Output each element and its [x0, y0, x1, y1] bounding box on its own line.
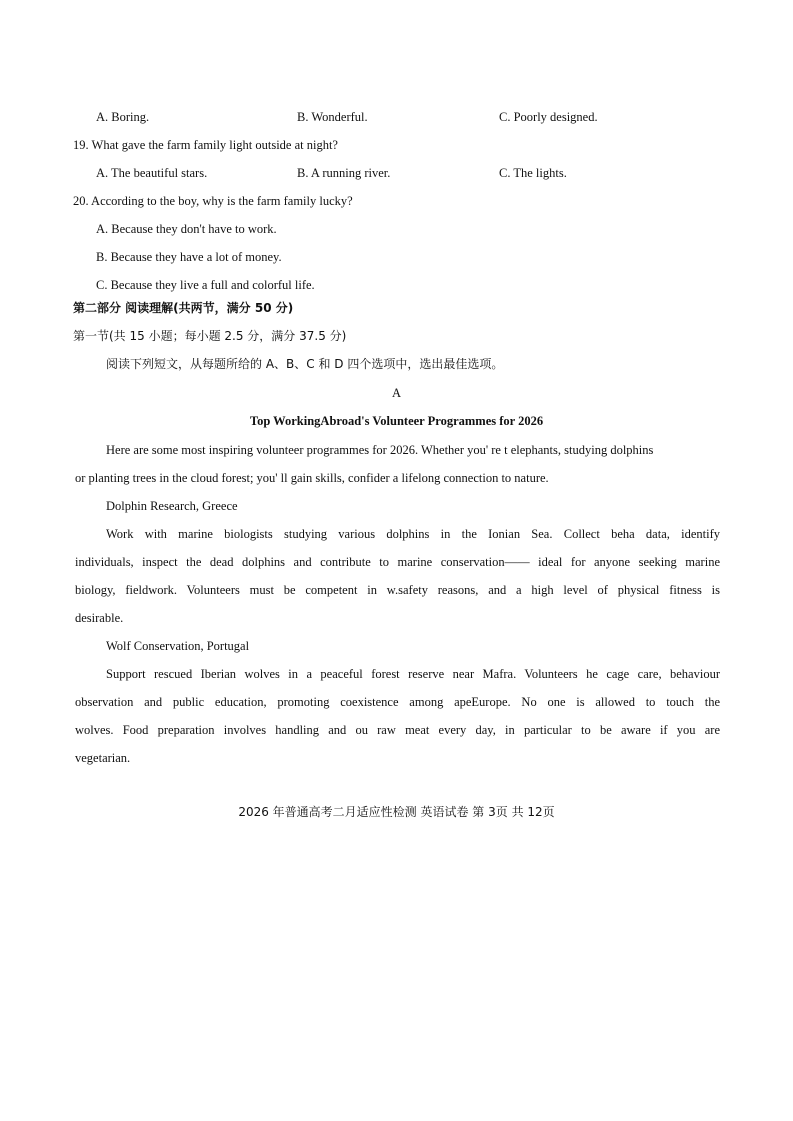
q19-stem: 19. What gave the farm family light outside at night? — [73, 138, 338, 152]
wolf-line-4: vegetarian. — [75, 751, 131, 765]
section1-heading: 第一节(共 15 小题；每小题 2.5 分，满分 37.5 分) — [73, 329, 347, 343]
wolf-line-3: wolves. Food preparation involves handling and ou raw meat every day, in particular to be aware if you are — [75, 723, 720, 737]
wolf-heading: Wolf Conservation, Portugal — [106, 639, 250, 653]
dolphin-line-3: biology, fieldwork. Volunteers must be competent in w.safety reasons, and a high level of physical fitness is — [75, 583, 720, 597]
q18-option-a: A. Boring. — [96, 110, 150, 124]
dolphin-line-1: Work with marine biologists studying various dolphins in the Ionian Sea. Collect beha data, identify — [106, 527, 720, 541]
wolf-line-2: observation and public education, promoting coexistence among apeEurope. No one is allowed to touch the — [75, 695, 720, 709]
intro-line-2: or planting trees in the cloud forest; you' ll gain skills, confider a lifelong connection to nature. — [75, 471, 549, 485]
dolphin-line-2: individuals, inspect the dead dolphins and contribute to marine conservation—— ideal for anyone seeking marine — [75, 555, 720, 569]
passage-letter: A — [391, 386, 402, 400]
q20-option-a: A. Because they don't have to work. — [96, 222, 277, 236]
q20-stem: 20. According to the boy, why is the farm family lucky? — [73, 194, 353, 208]
q18-option-b: B. Wonderful. — [297, 110, 368, 124]
instruction-text: 阅读下列短文，从每题所给的 A、B、C 和 D 四个选项中，选出最佳选项。 — [106, 357, 504, 371]
q18-option-c: C. Poorly designed. — [499, 110, 598, 124]
q20-option-c: C. Because they live a full and colorful life. — [96, 278, 315, 292]
page-footer: 2026 年普通高考二月适应性检测 英语试卷 第 3页 共 12页 — [238, 805, 555, 819]
dolphin-heading: Dolphin Research, Greece — [106, 499, 238, 513]
q19-option-a: A. The beautiful stars. — [96, 166, 208, 180]
wolf-line-1: Support rescued Iberian wolves in a peaceful forest reserve near Mafra. Volunteers he cage care, behaviour — [106, 667, 720, 681]
dolphin-line-4: desirable. — [75, 611, 124, 625]
q19-option-c: C. The lights. — [499, 166, 567, 180]
q19-option-b: B. A running river. — [297, 166, 391, 180]
part2-heading: 第二部分 阅读理解(共两节，满分 50 分) — [73, 301, 294, 315]
q20-option-b: B. Because they have a lot of money. — [96, 250, 282, 264]
intro-line-1: Here are some most inspiring volunteer programmes for 2026. Whether you' re t elephants, studying dolphins — [106, 443, 654, 457]
passage-title: Top WorkingAbroad's Volunteer Programmes for 2026 — [249, 414, 544, 428]
